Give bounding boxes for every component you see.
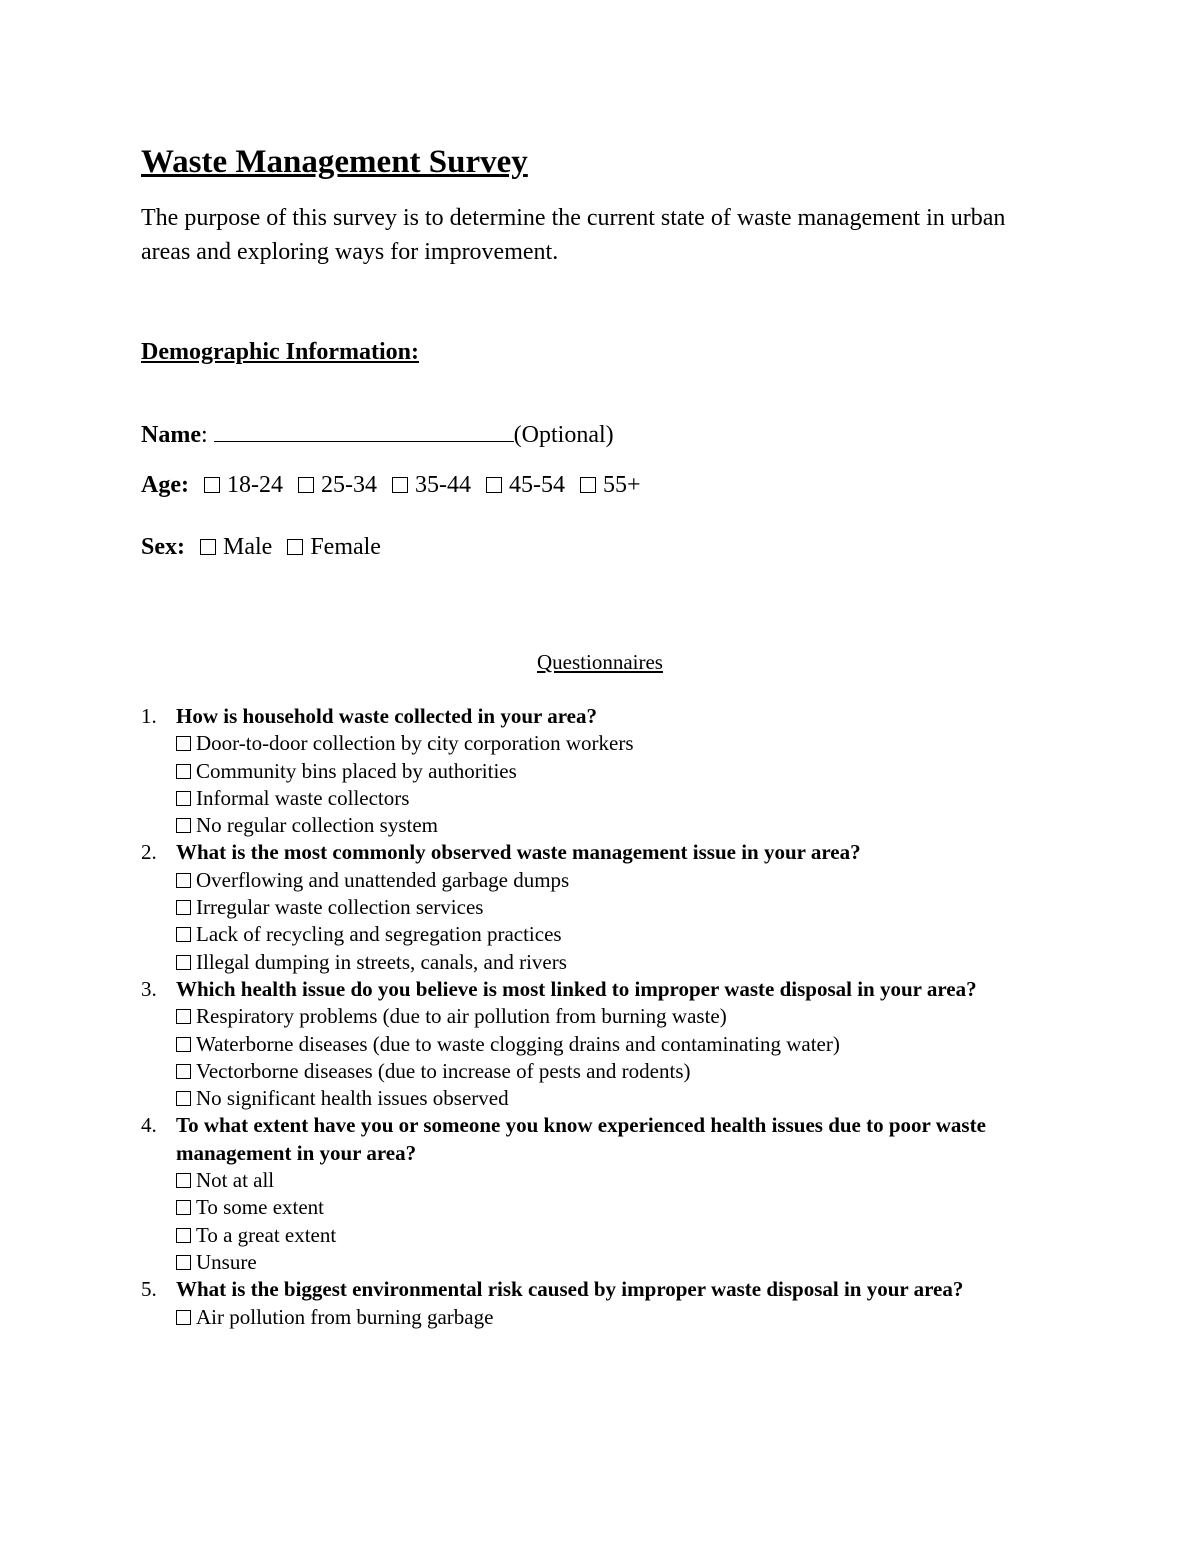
checkbox-icon[interactable] (176, 955, 191, 970)
answer-label: Illegal dumping in streets, canals, and rivers (196, 949, 567, 974)
answer-option[interactable] (176, 1222, 1041, 1249)
age-option[interactable]: 35-44 (392, 472, 471, 498)
answer-option[interactable] (176, 1031, 1041, 1058)
checkbox-icon[interactable] (392, 477, 408, 493)
question-text: To what extent have you or someone you know experienced health issues due to poor waste management in your area? (176, 1113, 986, 1165)
checkbox-icon[interactable] (176, 1310, 191, 1325)
answer-label: Lack of recycling and segregation practices (196, 922, 562, 947)
answer-label: Air pollution from burning garbage (196, 1304, 494, 1329)
answer-option[interactable] (176, 1304, 1041, 1331)
checkbox-icon[interactable] (176, 736, 191, 751)
question-item (141, 1276, 1041, 1331)
name-field-row (141, 419, 614, 451)
question-item (141, 1112, 1041, 1276)
answer-option[interactable] (176, 1085, 1041, 1112)
checkbox-icon[interactable] (176, 764, 191, 779)
name-optional-note: (Optional) (513, 422, 614, 448)
checkbox-icon[interactable] (298, 477, 314, 493)
answer-label: To a great extent (196, 1222, 337, 1247)
answer-label: Irregular waste collection services (196, 895, 484, 920)
checkbox-icon[interactable] (176, 900, 191, 915)
checkbox-icon[interactable] (204, 477, 220, 493)
question-number: 4. (141, 1113, 157, 1138)
answer-option[interactable] (176, 758, 1041, 785)
question-number: 2. (141, 840, 157, 865)
answer-option[interactable] (176, 785, 1041, 812)
checkbox-icon[interactable] (287, 539, 303, 555)
checkbox-icon[interactable] (580, 477, 596, 493)
survey-title: Waste Management Survey (141, 144, 528, 180)
checkbox-icon[interactable] (486, 477, 502, 493)
sex-field-row (141, 531, 381, 563)
question-number: 3. (141, 976, 157, 1001)
question-item (141, 703, 1041, 839)
answer-label: Overflowing and unattended garbage dumps (196, 867, 570, 892)
answer-option[interactable] (176, 1003, 1041, 1030)
answer-option[interactable] (176, 894, 1041, 921)
answer-option[interactable] (176, 1249, 1041, 1276)
question-text: What is the biggest environmental risk caused by improper waste disposal in your area? (176, 1277, 964, 1302)
question-item (141, 976, 1041, 1112)
question-number: 1. (141, 704, 157, 728)
answer-label: Community bins placed by authorities (196, 758, 517, 783)
answer-option[interactable] (176, 867, 1041, 894)
survey-document (141, 140, 1041, 1329)
answer-option[interactable] (176, 949, 1041, 976)
answer-label: Waterborne diseases (due to waste clogging drains and contaminating water) (196, 1031, 840, 1056)
answer-label: Informal waste collectors (196, 785, 410, 810)
question-text: Which health issue do you believe is most linked to improper waste disposal in your area? (176, 976, 977, 1001)
checkbox-icon[interactable] (176, 1037, 191, 1052)
answer-label: Unsure (196, 1249, 257, 1274)
checkbox-icon[interactable] (176, 1173, 191, 1188)
survey-purpose: The purpose of this survey is to determine the current state of waste management in urban areas and exploring ways for improvement. (141, 205, 1006, 265)
checkbox-icon[interactable] (176, 818, 191, 833)
answer-label: Respiratory problems (due to air pollution from burning waste) (196, 1004, 727, 1029)
checkbox-icon[interactable] (176, 1228, 191, 1243)
answer-option[interactable] (176, 1167, 1041, 1194)
answer-option[interactable] (176, 730, 1041, 757)
question-list (141, 703, 1041, 1331)
checkbox-icon[interactable] (176, 1064, 191, 1079)
answer-label: No regular collection system (196, 813, 439, 838)
answer-label: No significant health issues observed (196, 1086, 509, 1111)
name-blank-line[interactable] (214, 419, 514, 442)
answer-option[interactable] (176, 1194, 1041, 1221)
question-item (141, 839, 1041, 975)
age-field-row (141, 469, 641, 501)
name-colon: : (200, 422, 208, 448)
answer-option[interactable] (176, 1058, 1041, 1085)
age-option[interactable]: 55+ (580, 472, 641, 498)
checkbox-icon[interactable] (176, 1200, 191, 1215)
sex-option[interactable]: Male (200, 534, 272, 560)
name-label: Name (141, 422, 201, 448)
checkbox-icon[interactable] (176, 1091, 191, 1106)
checkbox-icon[interactable] (176, 1255, 191, 1270)
answer-option[interactable] (176, 812, 1041, 839)
age-option[interactable]: 45-54 (486, 472, 565, 498)
question-text: How is household waste collected in your area? (176, 704, 597, 728)
checkbox-icon[interactable] (176, 927, 191, 942)
answer-label: To some extent (196, 1195, 324, 1220)
question-number: 5. (141, 1277, 157, 1302)
checkbox-icon[interactable] (200, 539, 216, 555)
demographic-heading: Demographic Information: (141, 339, 419, 365)
answer-label: Door-to-door collection by city corporation workers (196, 731, 634, 756)
answer-option[interactable] (176, 921, 1041, 948)
sex-label: Sex: (141, 534, 185, 560)
checkbox-icon[interactable] (176, 1009, 191, 1024)
question-text: What is the most commonly observed waste management issue in your area? (176, 840, 861, 865)
checkbox-icon[interactable] (176, 873, 191, 888)
sex-option[interactable]: Female (287, 534, 381, 560)
checkbox-icon[interactable] (176, 791, 191, 806)
answer-label: Vectorborne diseases (due to increase of pests and rodents) (196, 1058, 691, 1083)
questionnaire-heading: Questionnaires (537, 650, 663, 674)
age-option[interactable]: 18-24 (204, 472, 283, 498)
age-label: Age: (141, 472, 189, 498)
age-option[interactable]: 25-34 (298, 472, 377, 498)
answer-label: Not at all (196, 1168, 275, 1193)
